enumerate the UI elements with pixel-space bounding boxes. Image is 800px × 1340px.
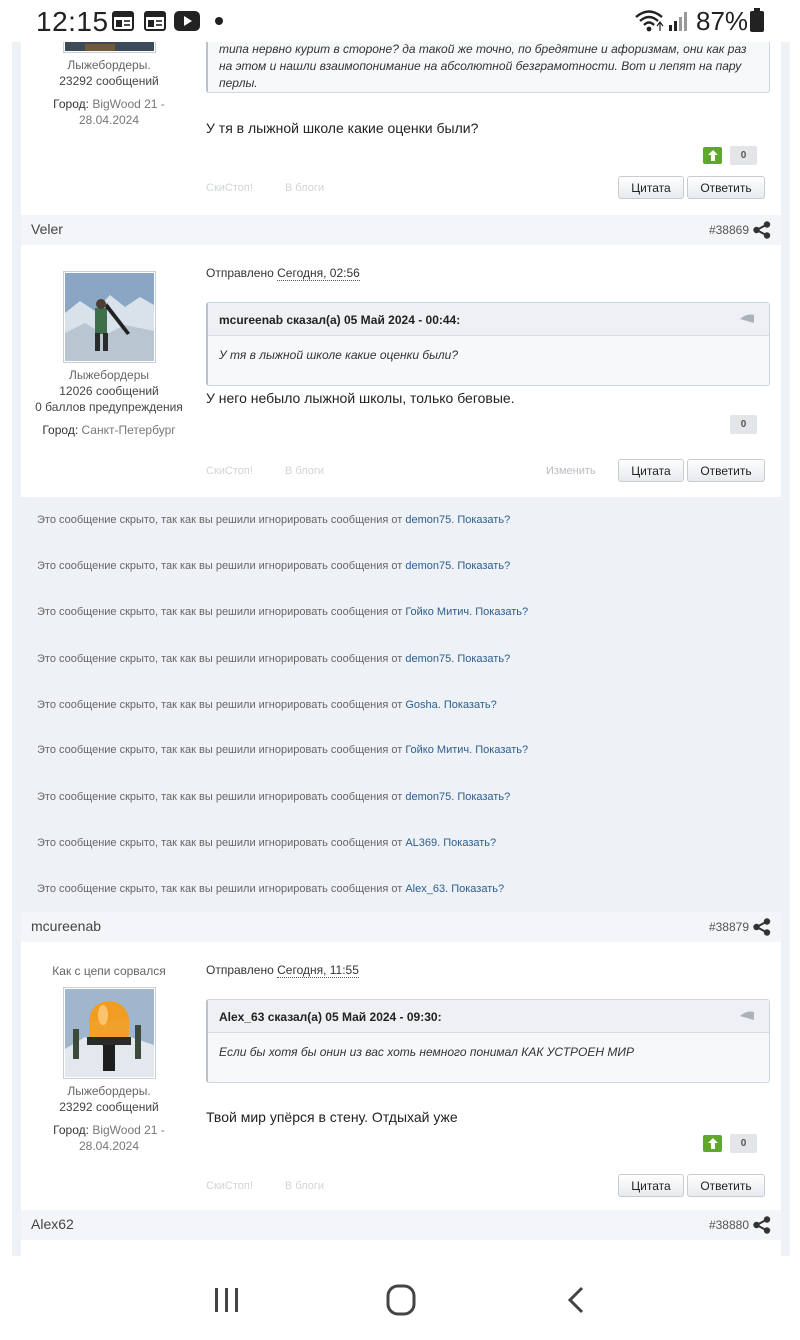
signal-icon bbox=[668, 10, 690, 37]
post-author-info bbox=[21, 271, 197, 438]
hidden-post-notice: Это сообщение скрыто, так как вы решили игнорировать сообщения от demon75. Показать? bbox=[37, 791, 511, 803]
post-text: Твой мир упёрся в стену. Отдыхай уже bbox=[206, 1109, 458, 1125]
avatar[interactable] bbox=[63, 987, 156, 1079]
system-nav-bar bbox=[0, 1256, 800, 1340]
reply-button[interactable]: Ответить bbox=[687, 1174, 765, 1197]
post-author-info bbox=[21, 42, 197, 128]
status-bar bbox=[0, 0, 800, 42]
hidden-post-notice: Это сообщение скрыто, так как вы решили игнорировать сообщения от Гойко Митич. Показать? bbox=[37, 606, 529, 618]
quote-header: mcureenab сказал(а) 05 Май 2024 - 00:44: bbox=[208, 303, 769, 336]
author-name[interactable]: Veler bbox=[31, 221, 63, 237]
calendar-icon bbox=[144, 10, 166, 37]
ignored-user-link[interactable]: demon75 bbox=[405, 560, 452, 572]
member-group: Лыжебордеры bbox=[69, 368, 149, 382]
quote-jump-icon[interactable] bbox=[739, 313, 755, 328]
ignored-user-link[interactable]: demon75 bbox=[405, 514, 452, 526]
skistop-link[interactable]: СкиСтоп! bbox=[206, 182, 253, 194]
ignored-user-link[interactable]: Гойко Митич bbox=[405, 606, 470, 618]
quote-block bbox=[206, 302, 770, 386]
member-group: Лыжебордеры. bbox=[67, 1084, 151, 1098]
avatar[interactable] bbox=[63, 271, 156, 363]
ignored-user-link[interactable]: demon75 bbox=[405, 791, 452, 803]
hidden-post-notice: Это сообщение скрыто, так как вы решили игнорировать сообщения от Гойко Митич. Показать? bbox=[37, 744, 529, 756]
post-author-info bbox=[21, 963, 197, 1154]
avatar[interactable] bbox=[63, 42, 156, 53]
post-text: У него небыло лыжной школы, только беговые. bbox=[206, 390, 515, 406]
share-icon[interactable] bbox=[753, 1216, 771, 1239]
post-link[interactable]: #38869 bbox=[708, 223, 749, 237]
forum-page bbox=[12, 42, 790, 1256]
quote-block bbox=[206, 42, 770, 93]
hidden-post-notice: Это сообщение скрыто, так как вы решили игнорировать сообщения от demon75. Показать? bbox=[37, 514, 511, 526]
share-icon[interactable] bbox=[753, 221, 771, 244]
status-time: 12:15 bbox=[36, 6, 109, 37]
show-post-link[interactable]: . Показать? bbox=[437, 837, 497, 849]
warning-points: 0 баллов предупреждения bbox=[35, 400, 183, 414]
ignored-user-link[interactable]: Alex_63 bbox=[405, 883, 446, 895]
rep-count: 0 bbox=[730, 1134, 757, 1153]
ignored-user-link[interactable]: Gosha bbox=[405, 699, 438, 711]
post-mcureenab bbox=[21, 942, 781, 1212]
hidden-post-notice: Это сообщение скрыто, так как вы решили игнорировать сообщения от AL369. Показать? bbox=[37, 837, 497, 849]
member-city-date: 28.04.2024 bbox=[78, 1139, 140, 1153]
post-author-bar bbox=[21, 215, 781, 245]
show-post-link[interactable]: . Показать? bbox=[469, 744, 529, 756]
reputation bbox=[703, 146, 757, 165]
battery-icon bbox=[750, 8, 764, 37]
quote-button[interactable]: Цитата bbox=[618, 176, 684, 199]
notification-dot-icon bbox=[215, 17, 223, 25]
show-post-link[interactable]: . Показать? bbox=[469, 606, 529, 618]
wifi-icon bbox=[634, 9, 664, 38]
edit-link[interactable]: Изменить bbox=[546, 465, 596, 477]
to-blogs-link[interactable]: В блоги bbox=[285, 182, 325, 194]
quote-text: Если бы хотя бы онин из вас хоть немного понимал КАК УСТРОЕН МИР bbox=[219, 1045, 634, 1059]
post-count: 23292 сообщений bbox=[59, 74, 159, 88]
reputation bbox=[730, 415, 757, 434]
member-title: Как с цепи сорвался bbox=[52, 964, 166, 978]
reply-button[interactable]: Ответить bbox=[687, 459, 765, 482]
youtube-icon bbox=[174, 11, 200, 36]
ignored-user-link[interactable]: demon75 bbox=[405, 653, 452, 665]
rep-count: 0 bbox=[730, 146, 757, 165]
hidden-post-notice: Это сообщение скрыто, так как вы решили игнорировать сообщения от Gosha. Показать? bbox=[37, 699, 497, 711]
quote-jump-icon[interactable] bbox=[739, 1010, 755, 1025]
post-top bbox=[21, 42, 781, 215]
back-icon[interactable] bbox=[566, 1286, 586, 1319]
post-text: У тя в лыжной школе какие оценки были? bbox=[206, 120, 479, 136]
author-name[interactable]: Alex62 bbox=[31, 1216, 74, 1232]
post-footer bbox=[206, 176, 770, 200]
quote-text: У тя в лыжной школе какие оценки были? bbox=[219, 348, 459, 362]
ignored-user-link[interactable]: Гойко Митич bbox=[405, 744, 470, 756]
show-post-link[interactable]: . Показать? bbox=[445, 883, 505, 895]
arrow-up-icon bbox=[708, 150, 718, 161]
hidden-post-notice: Это сообщение скрыто, так как вы решили игнорировать сообщения от Alex_63. Показать? bbox=[37, 883, 505, 895]
post-date[interactable]: Сегодня, 11:55 bbox=[277, 963, 359, 977]
post-author-bar bbox=[21, 1210, 781, 1240]
post-date[interactable]: Сегодня, 02:56 bbox=[277, 266, 360, 280]
post-count: 23292 сообщений bbox=[59, 1100, 159, 1114]
hidden-post-notice: Это сообщение скрыто, так как вы решили игнорировать сообщения от demon75. Показать? bbox=[37, 653, 511, 665]
rep-up-button[interactable] bbox=[703, 147, 722, 164]
post-link[interactable]: #38880 bbox=[708, 1218, 749, 1232]
reply-button[interactable]: Ответить bbox=[687, 176, 765, 199]
battery-percent: 87% bbox=[696, 6, 749, 36]
quote-header: Alex_63 сказал(а) 05 Май 2024 - 09:30: bbox=[208, 1000, 769, 1033]
to-blogs-link[interactable]: В блоги bbox=[285, 465, 325, 477]
to-blogs-link[interactable]: В блоги bbox=[285, 1180, 325, 1192]
member-city: Город: BigWood 21 - bbox=[53, 1123, 165, 1137]
post-veler bbox=[21, 245, 781, 497]
ignored-user-link[interactable]: AL369 bbox=[405, 837, 438, 849]
show-post-link[interactable]: . Показать? bbox=[451, 514, 511, 526]
post-link[interactable]: #38879 bbox=[708, 920, 749, 934]
home-icon[interactable] bbox=[386, 1284, 416, 1321]
author-name[interactable]: mcureenab bbox=[31, 918, 102, 934]
quote-button[interactable]: Цитата bbox=[618, 1174, 684, 1197]
member-city: Город: BigWood 21 - bbox=[53, 97, 165, 111]
post-count: 12026 сообщений bbox=[59, 384, 159, 398]
quote-block bbox=[206, 999, 770, 1083]
show-post-link[interactable]: . Показать? bbox=[437, 699, 497, 711]
hidden-post-notice: Это сообщение скрыто, так как вы решили игнорировать сообщения от demon75. Показать? bbox=[37, 560, 511, 572]
skistop-link[interactable]: СкиСтоп! bbox=[206, 1180, 253, 1192]
quote-button[interactable]: Цитата bbox=[618, 459, 684, 482]
member-group: Лыжебордеры. bbox=[67, 58, 151, 72]
share-icon[interactable] bbox=[753, 918, 771, 941]
post-author-bar bbox=[21, 912, 781, 942]
member-city-date: 28.04.2024 bbox=[78, 113, 140, 127]
rep-count: 0 bbox=[730, 415, 757, 434]
posted-date: Отправлено Сегодня, 02:56 bbox=[206, 266, 360, 280]
post-footer bbox=[206, 459, 770, 483]
rep-up-button[interactable] bbox=[703, 1135, 722, 1152]
recent-apps-icon[interactable] bbox=[213, 1287, 241, 1318]
arrow-up-icon bbox=[708, 1138, 718, 1149]
quote-text: типа нервно курит в стороне? да такой же точно, по бредятине и афоризмам, они как раз на этом и нашли взаимопонимание на абсолютной безграмотности. Вот и лепят на пару перлы. bbox=[219, 42, 747, 90]
post-alex62 bbox=[21, 1240, 781, 1256]
show-post-link[interactable]: . Показать? bbox=[451, 653, 511, 665]
posted-date: Отправлено Сегодня, 11:55 bbox=[206, 963, 359, 977]
member-city: Город: Санкт-Петербург bbox=[42, 423, 176, 437]
post-footer bbox=[206, 1174, 770, 1198]
calendar-icon bbox=[112, 10, 134, 37]
show-post-link[interactable]: . Показать? bbox=[451, 560, 511, 572]
reputation bbox=[703, 1134, 757, 1153]
show-post-link[interactable]: . Показать? bbox=[451, 791, 511, 803]
skistop-link[interactable]: СкиСтоп! bbox=[206, 465, 253, 477]
